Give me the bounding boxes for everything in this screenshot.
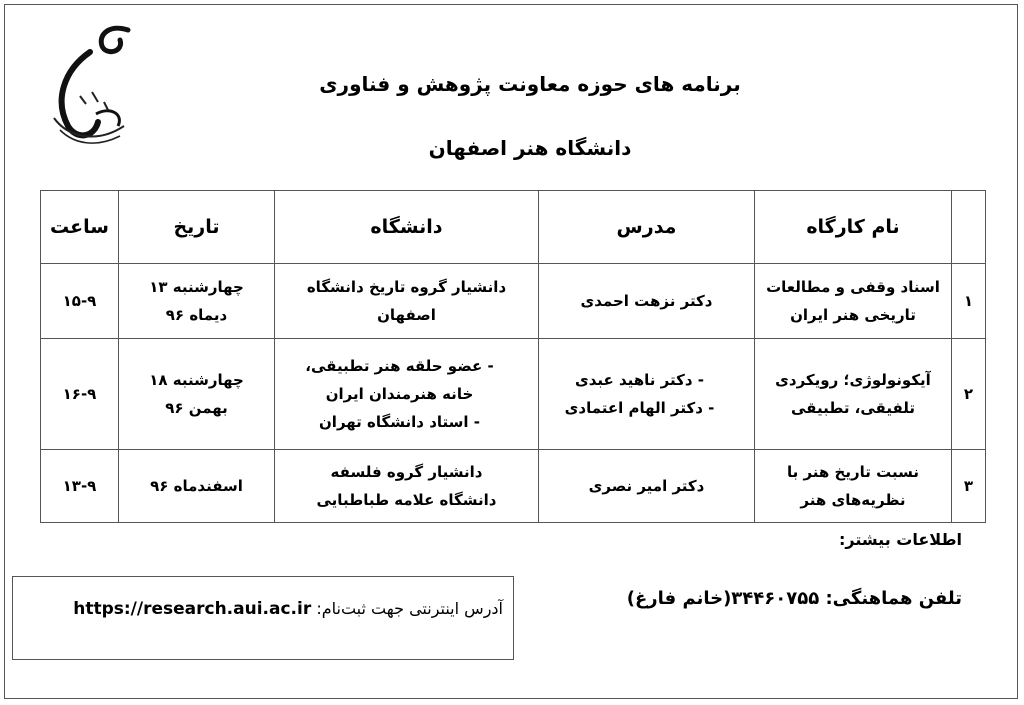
time-cell: ۱۶-۹ <box>41 339 119 450</box>
address-text <box>73 599 503 619</box>
col-teacher: مدرس <box>539 191 755 264</box>
date-line: بهمن ۹۶ <box>165 399 228 417</box>
row-num: ۱ <box>952 264 986 339</box>
university-line: دانشیار گروه تاریخ دانشگاه <box>306 278 507 296</box>
page-title: برنامه های حوزه معاونت پژوهش و فناوری <box>319 72 741 96</box>
workshop-line: نظریه‌های هنر <box>800 491 906 509</box>
row-num: ۳ <box>952 450 986 523</box>
registration-link[interactable]: https://research.aui.ac.ir <box>73 599 312 619</box>
workshop-line: نسبت تاریخ هنر با <box>786 463 920 481</box>
teacher-line: - دکتر الهام اعتمادی <box>564 399 715 417</box>
time-cell: ۱۳-۹ <box>41 450 119 523</box>
col-date: تاریخ <box>119 191 275 264</box>
date-line: چهارشنبه ۱۳ <box>149 278 244 296</box>
teacher-line: دکتر امیر نصری <box>588 477 705 495</box>
workshop-line: تاریخی هنر ایران <box>790 306 916 324</box>
university-line: دانشیار گروه فلسفه <box>330 463 483 481</box>
workshop-table <box>40 190 986 523</box>
time-cell: ۱۵-۹ <box>41 264 119 339</box>
date-cell <box>119 339 275 450</box>
date-cell <box>119 450 275 523</box>
teacher-line: دکتر نزهت احمدی <box>580 292 713 310</box>
university-line: خانه هنرمندان ایران <box>325 385 474 403</box>
table-row <box>41 339 986 450</box>
col-university: دانشگاه <box>275 191 539 264</box>
col-time: ساعت <box>41 191 119 264</box>
workshop-line: آیکونولوژی؛ رویکردی <box>775 371 931 389</box>
date-line: چهارشنبه ۱۸ <box>149 371 244 389</box>
date-line: دیماه ۹۶ <box>165 306 228 324</box>
more-info-label: اطلاعات بیشتر: <box>839 530 962 549</box>
table-row <box>41 450 986 523</box>
address-label: آدرس اینترنتی جهت ثبت‌نام: <box>316 599 503 618</box>
workshop-cell <box>755 264 952 339</box>
page-subtitle: دانشگاه هنر اصفهان <box>428 136 632 160</box>
university-line: - عضو حلقه هنر تطبیقی، <box>305 357 494 375</box>
date-line: اسفندماه ۹۶ <box>150 477 243 495</box>
teacher-line: - دکتر ناهید عبدی <box>574 371 704 389</box>
teacher-cell <box>539 450 755 523</box>
university-line: اصفهان <box>377 306 436 324</box>
workshop-line: تلفیقی، تطبیقی <box>790 399 916 417</box>
teacher-cell <box>539 339 755 450</box>
university-logo-icon <box>40 22 140 162</box>
table-row <box>41 264 986 339</box>
university-cell <box>275 450 539 523</box>
workshop-cell <box>755 450 952 523</box>
col-workshop: نام کارگاه <box>755 191 952 264</box>
address-box <box>12 576 514 660</box>
university-cell <box>275 264 539 339</box>
col-num <box>952 191 986 264</box>
workshop-cell <box>755 339 952 450</box>
university-line: دانشگاه علامه طباطبایی <box>316 491 497 509</box>
row-num: ۲ <box>952 339 986 450</box>
workshop-line: اسناد وقفی و مطالعات <box>766 278 940 296</box>
phone-info: تلفن هماهنگی: ۳۴۴۶۰۷۵۵(خانم فارغ) <box>626 588 962 609</box>
date-cell <box>119 264 275 339</box>
university-cell <box>275 339 539 450</box>
teacher-cell <box>539 264 755 339</box>
table-header-row <box>41 191 986 264</box>
university-line: - استاد دانشگاه تهران <box>319 413 480 431</box>
